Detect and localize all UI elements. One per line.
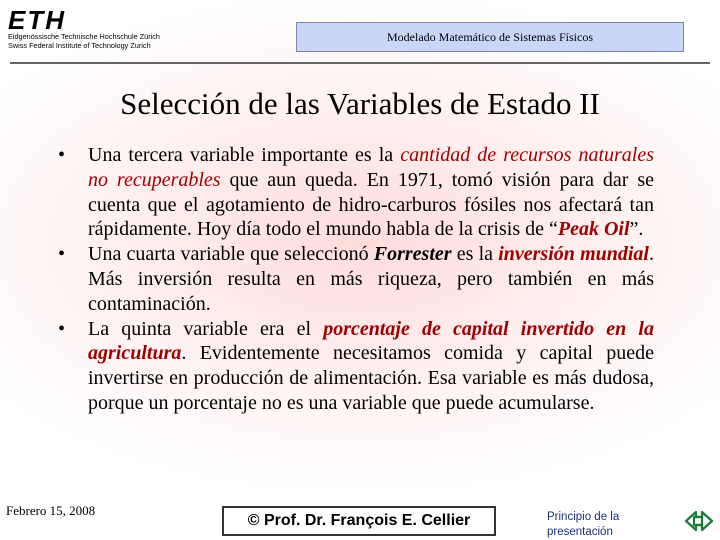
eth-logo-line-1: Eidgenössische Technische Hochschule Zürich — [8, 32, 160, 41]
highlight-resources: cantidad de recursos naturales no recuperables — [88, 144, 654, 191]
bullet-text: Una tercera variable importante es la — [88, 144, 401, 166]
highlight-forrester: Forrester — [373, 243, 452, 266]
bullet-text: Una cuarta variable que seleccionó — [88, 243, 374, 266]
bullet-marker: • — [58, 317, 66, 340]
bullet-text: que aun queda. En 1971, tomó visión para dar se cuenta que el agotamiento de hidro-carburos fósiles nos afectará tan rápidamente. Hoy día todo el mundo habla de la crisis de “ — [88, 168, 654, 241]
highlight-agriculture: porcentaje de capital invertido en la agricultura — [88, 317, 654, 365]
highlight-investment: inversión mundial — [498, 243, 649, 266]
author-box: © Prof. Dr. François E. Cellier — [222, 506, 496, 536]
bullet-marker: • — [58, 243, 66, 266]
bullet-text: . Más inversión resulta en más riqueza, pero también en más contaminación. — [88, 243, 654, 315]
bullet-list — [58, 143, 654, 416]
bullet-text: es la — [451, 243, 499, 266]
bullet-text: ”. — [629, 218, 644, 241]
highlight-peak-oil: Peak Oil — [557, 218, 630, 241]
back-forward-arrows-icon[interactable] — [664, 506, 714, 536]
eth-logo-line-2: Swiss Federal Institute of Technology Zurich — [8, 41, 151, 50]
eth-logo-mark: ETH — [8, 5, 66, 35]
slide-date: Febrero 15, 2008 — [6, 503, 96, 518]
slide-title: Selección de las Variables de Estado II — [120, 86, 600, 121]
bullet-marker: • — [58, 144, 66, 166]
home-link[interactable]: Principio de la presentación — [547, 511, 620, 538]
header-divider — [10, 62, 710, 64]
bullet-text: . Evidentemente necesitamos comida y capital puede invertirse en producción de alimentación. Esa variable es más dudosa, porque un porcentaje no es una variable que puede acumularse. — [88, 342, 654, 414]
bullet-item-1 — [58, 143, 654, 242]
eth-logo — [8, 5, 208, 50]
bullet-text: La quinta variable era el — [88, 317, 324, 340]
course-header: Modelado Matemático de Sistemas Físicos — [296, 22, 684, 52]
bullet-item-3 — [58, 317, 654, 416]
bullet-item-2 — [58, 242, 654, 316]
